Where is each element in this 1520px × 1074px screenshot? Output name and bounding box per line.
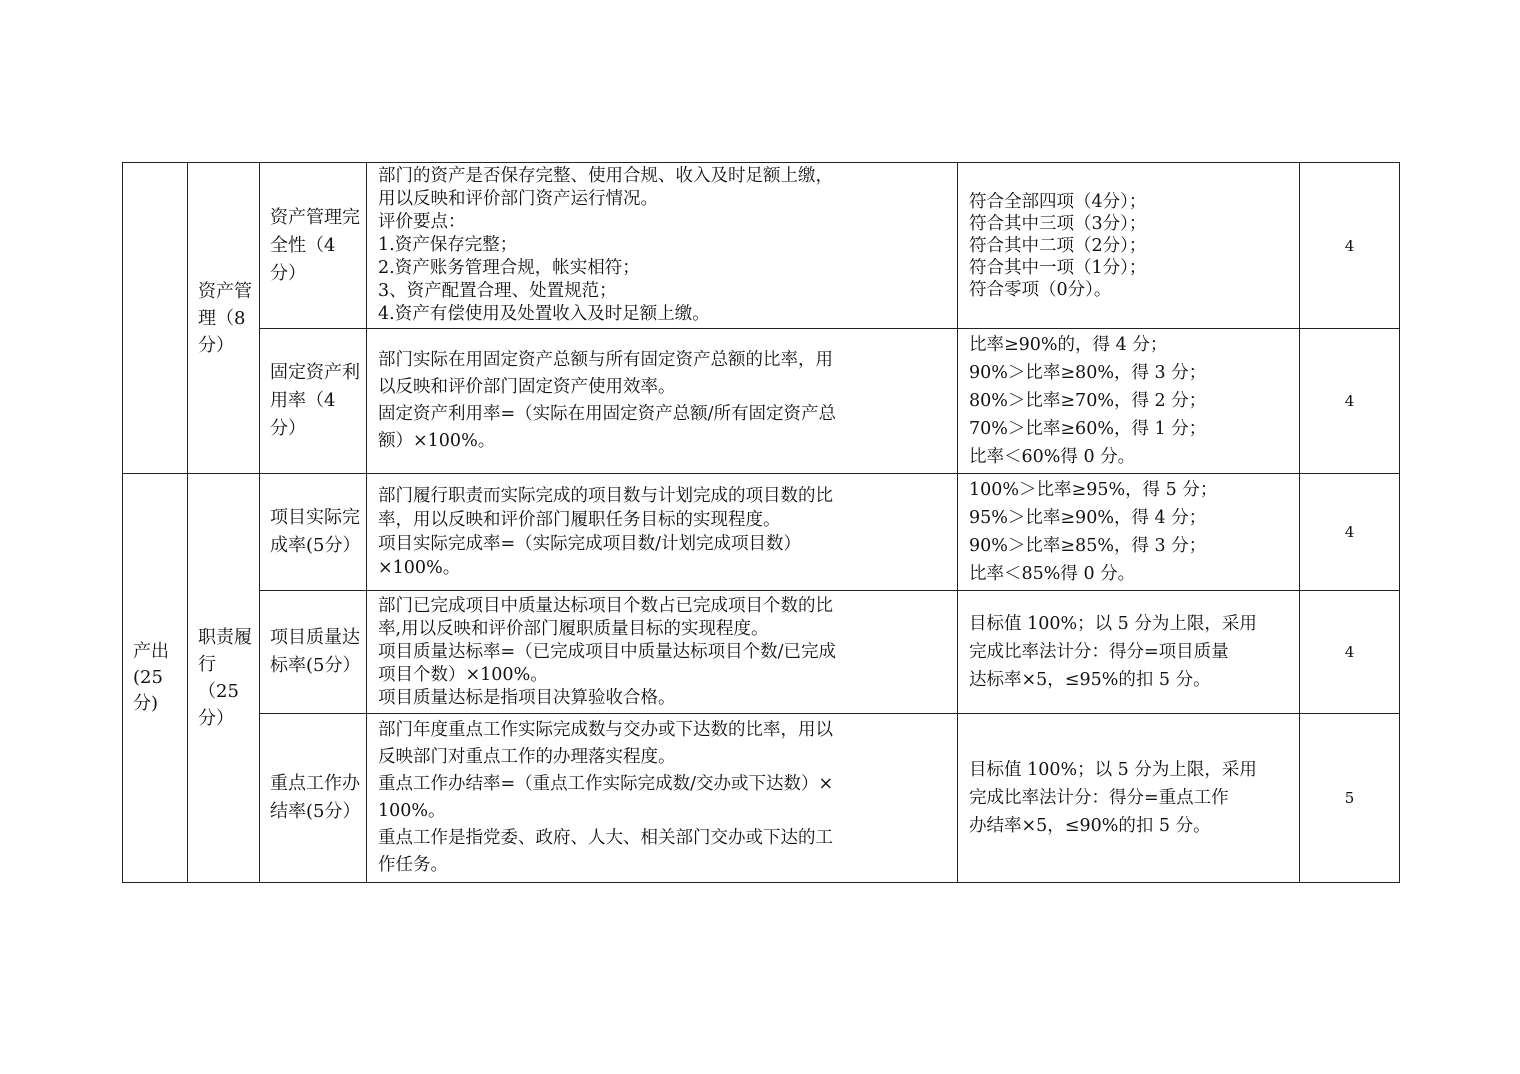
description-line: 率,用以反映和评价部门履职质量目标的实现程度。: [378, 618, 769, 639]
table-row: [123, 474, 1400, 591]
standard-line: 比率＜85%得 0 分。: [969, 564, 1136, 584]
description-line: 评价要点：: [378, 212, 466, 232]
standard-line: 70%＞比率≥60%，得 1 分；: [969, 419, 1207, 439]
indicator-cell: [260, 714, 367, 883]
score-value: 4: [1344, 523, 1355, 541]
description-line: 部门履行职责而实际完成的项目数与计划完成的项目数的比: [378, 486, 833, 506]
standard-line: 100%＞比率≥95%，得 5 分；: [969, 480, 1218, 500]
description-line: ×100%。: [378, 558, 461, 578]
standard-cell: [958, 714, 1300, 883]
subcategory-label: 资产管理（8分）: [198, 280, 252, 356]
standard-line: 80%＞比率≥70%，得 2 分；: [969, 391, 1207, 411]
standard-line: 90%＞比率≥85%，得 3 分；: [969, 536, 1207, 556]
indicator-label: 项目质量达标率(5分）: [270, 627, 361, 676]
indicator-label: 重点工作办结率(5分）: [270, 773, 361, 822]
description-line: 部门的资产是否保存完整、使用合规、收入及时足额上缴，: [378, 166, 833, 186]
description-line: 重点工作办结率=（重点工作实际完成数/交办或下达数）×: [378, 774, 834, 794]
category-cell-empty: [123, 163, 188, 474]
indicator-cell: [260, 329, 367, 474]
standard-line: 90%＞比率≥80%，得 3 分；: [969, 363, 1207, 383]
description-line: 以反映和评价部门固定资产使用效率。: [378, 377, 676, 397]
standard-line: 达标率×5，≤95%的扣 5 分。: [969, 670, 1211, 690]
description-cell: [367, 329, 958, 474]
standard-line: 符合其中二项（2分）；: [969, 235, 1147, 256]
standard-line: 目标值 100%；以 5 分为上限，采用: [969, 760, 1257, 780]
description-line: 部门实际在用固定资产总额与所有固定资产总额的比率，用: [378, 350, 833, 370]
score-value: 4: [1344, 392, 1355, 410]
table-row: [123, 714, 1400, 883]
subcategory-label: 职责履行（25分）: [198, 627, 252, 729]
indicator-label: 固定资产利用率（4分）: [270, 362, 360, 439]
standard-cell: [958, 163, 1300, 329]
standard-line: 比率≥90%的，得 4 分；: [969, 335, 1168, 355]
description-line: 重点工作是指党委、政府、人大、相关部门交办或下达的工: [378, 828, 833, 848]
score-cell: [1300, 474, 1400, 591]
subcategory-cell: [188, 163, 260, 474]
standard-line: 95%＞比率≥90%，得 4 分；: [969, 508, 1207, 528]
description-cell: [367, 474, 958, 591]
description-line: 固定资产利用率=（实际在用固定资产总额/所有固定资产总: [378, 404, 837, 424]
indicator-label: 项目实际完成率(5分）: [270, 507, 361, 556]
evaluation-table: [122, 162, 1400, 883]
score-cell: [1300, 591, 1400, 714]
description-line: 2.资产账务管理合规，帐实相符；: [378, 258, 640, 278]
standard-line: 符合其中三项（3分）；: [969, 213, 1147, 234]
description-line: 项目质量达标率=（已完成项目中质量达标项目个数/已完成: [378, 641, 837, 662]
description-line: 反映部门对重点工作的办理落实程度。: [378, 747, 676, 767]
description-line: 项目个数）×100%。: [378, 664, 548, 685]
description-cell: [367, 163, 958, 329]
standard-line: 比率＜60%得 0 分。: [969, 447, 1136, 467]
table-row: [123, 329, 1400, 474]
description-line: 作任务。: [378, 855, 448, 875]
description-cell: [367, 591, 958, 714]
indicator-cell: [260, 591, 367, 714]
standard-line: 符合全部四项（4分）；: [969, 191, 1147, 212]
score-cell: [1300, 329, 1400, 474]
score-value: 4: [1344, 643, 1355, 661]
subcategory-cell: [188, 474, 260, 883]
category-label: 产出(25分): [133, 641, 169, 714]
standard-line: 目标值 100%；以 5 分为上限，采用: [969, 614, 1257, 634]
standard-line: 符合零项（0分）。: [969, 279, 1112, 300]
description-line: 部门年度重点工作实际完成数与交办或下达数的比率，用以: [378, 720, 833, 740]
category-cell: [123, 474, 188, 883]
description-line: 项目质量达标是指项目决算验收合格。: [378, 687, 676, 708]
description-line: 项目实际完成率=（实际完成项目数/计划完成项目数）: [378, 534, 802, 554]
score-cell: [1300, 163, 1400, 329]
description-line: 率，用以反映和评价部门履职任务目标的实现程度。: [378, 510, 781, 530]
indicator-cell: [260, 163, 367, 329]
description-line: 1.资产保存完整；: [378, 235, 518, 255]
standard-line: 办结率×5，≤90%的扣 5 分。: [969, 816, 1211, 836]
indicator-label: 资产管理完全性（4分）: [270, 206, 360, 284]
description-line: 用以反映和评价部门资产运行情况。: [378, 189, 658, 209]
score-cell: [1300, 714, 1400, 883]
table-row: [123, 163, 1400, 329]
standard-cell: [958, 474, 1300, 591]
indicator-cell: [260, 474, 367, 591]
score-value: 4: [1344, 236, 1355, 255]
standard-line: 符合其中一项（1分）；: [969, 257, 1147, 278]
description-cell: [367, 714, 958, 883]
description-line: 部门已完成项目中质量达标项目个数占已完成项目个数的比: [378, 595, 833, 616]
standard-cell: [958, 591, 1300, 714]
standard-cell: [958, 329, 1300, 474]
standard-line: 完成比率法计分：得分=项目质量: [969, 642, 1229, 662]
score-value: 5: [1344, 789, 1355, 807]
standard-line: 完成比率法计分：得分=重点工作: [969, 788, 1229, 808]
description-line: 3、资产配置合理、处置规范；: [378, 281, 617, 301]
description-line: 额）×100%。: [378, 431, 496, 451]
description-line: 100%。: [378, 801, 446, 821]
description-line: 4.资产有偿使用及处置收入及时足额上缴。: [378, 304, 710, 324]
table-row: [123, 591, 1400, 714]
